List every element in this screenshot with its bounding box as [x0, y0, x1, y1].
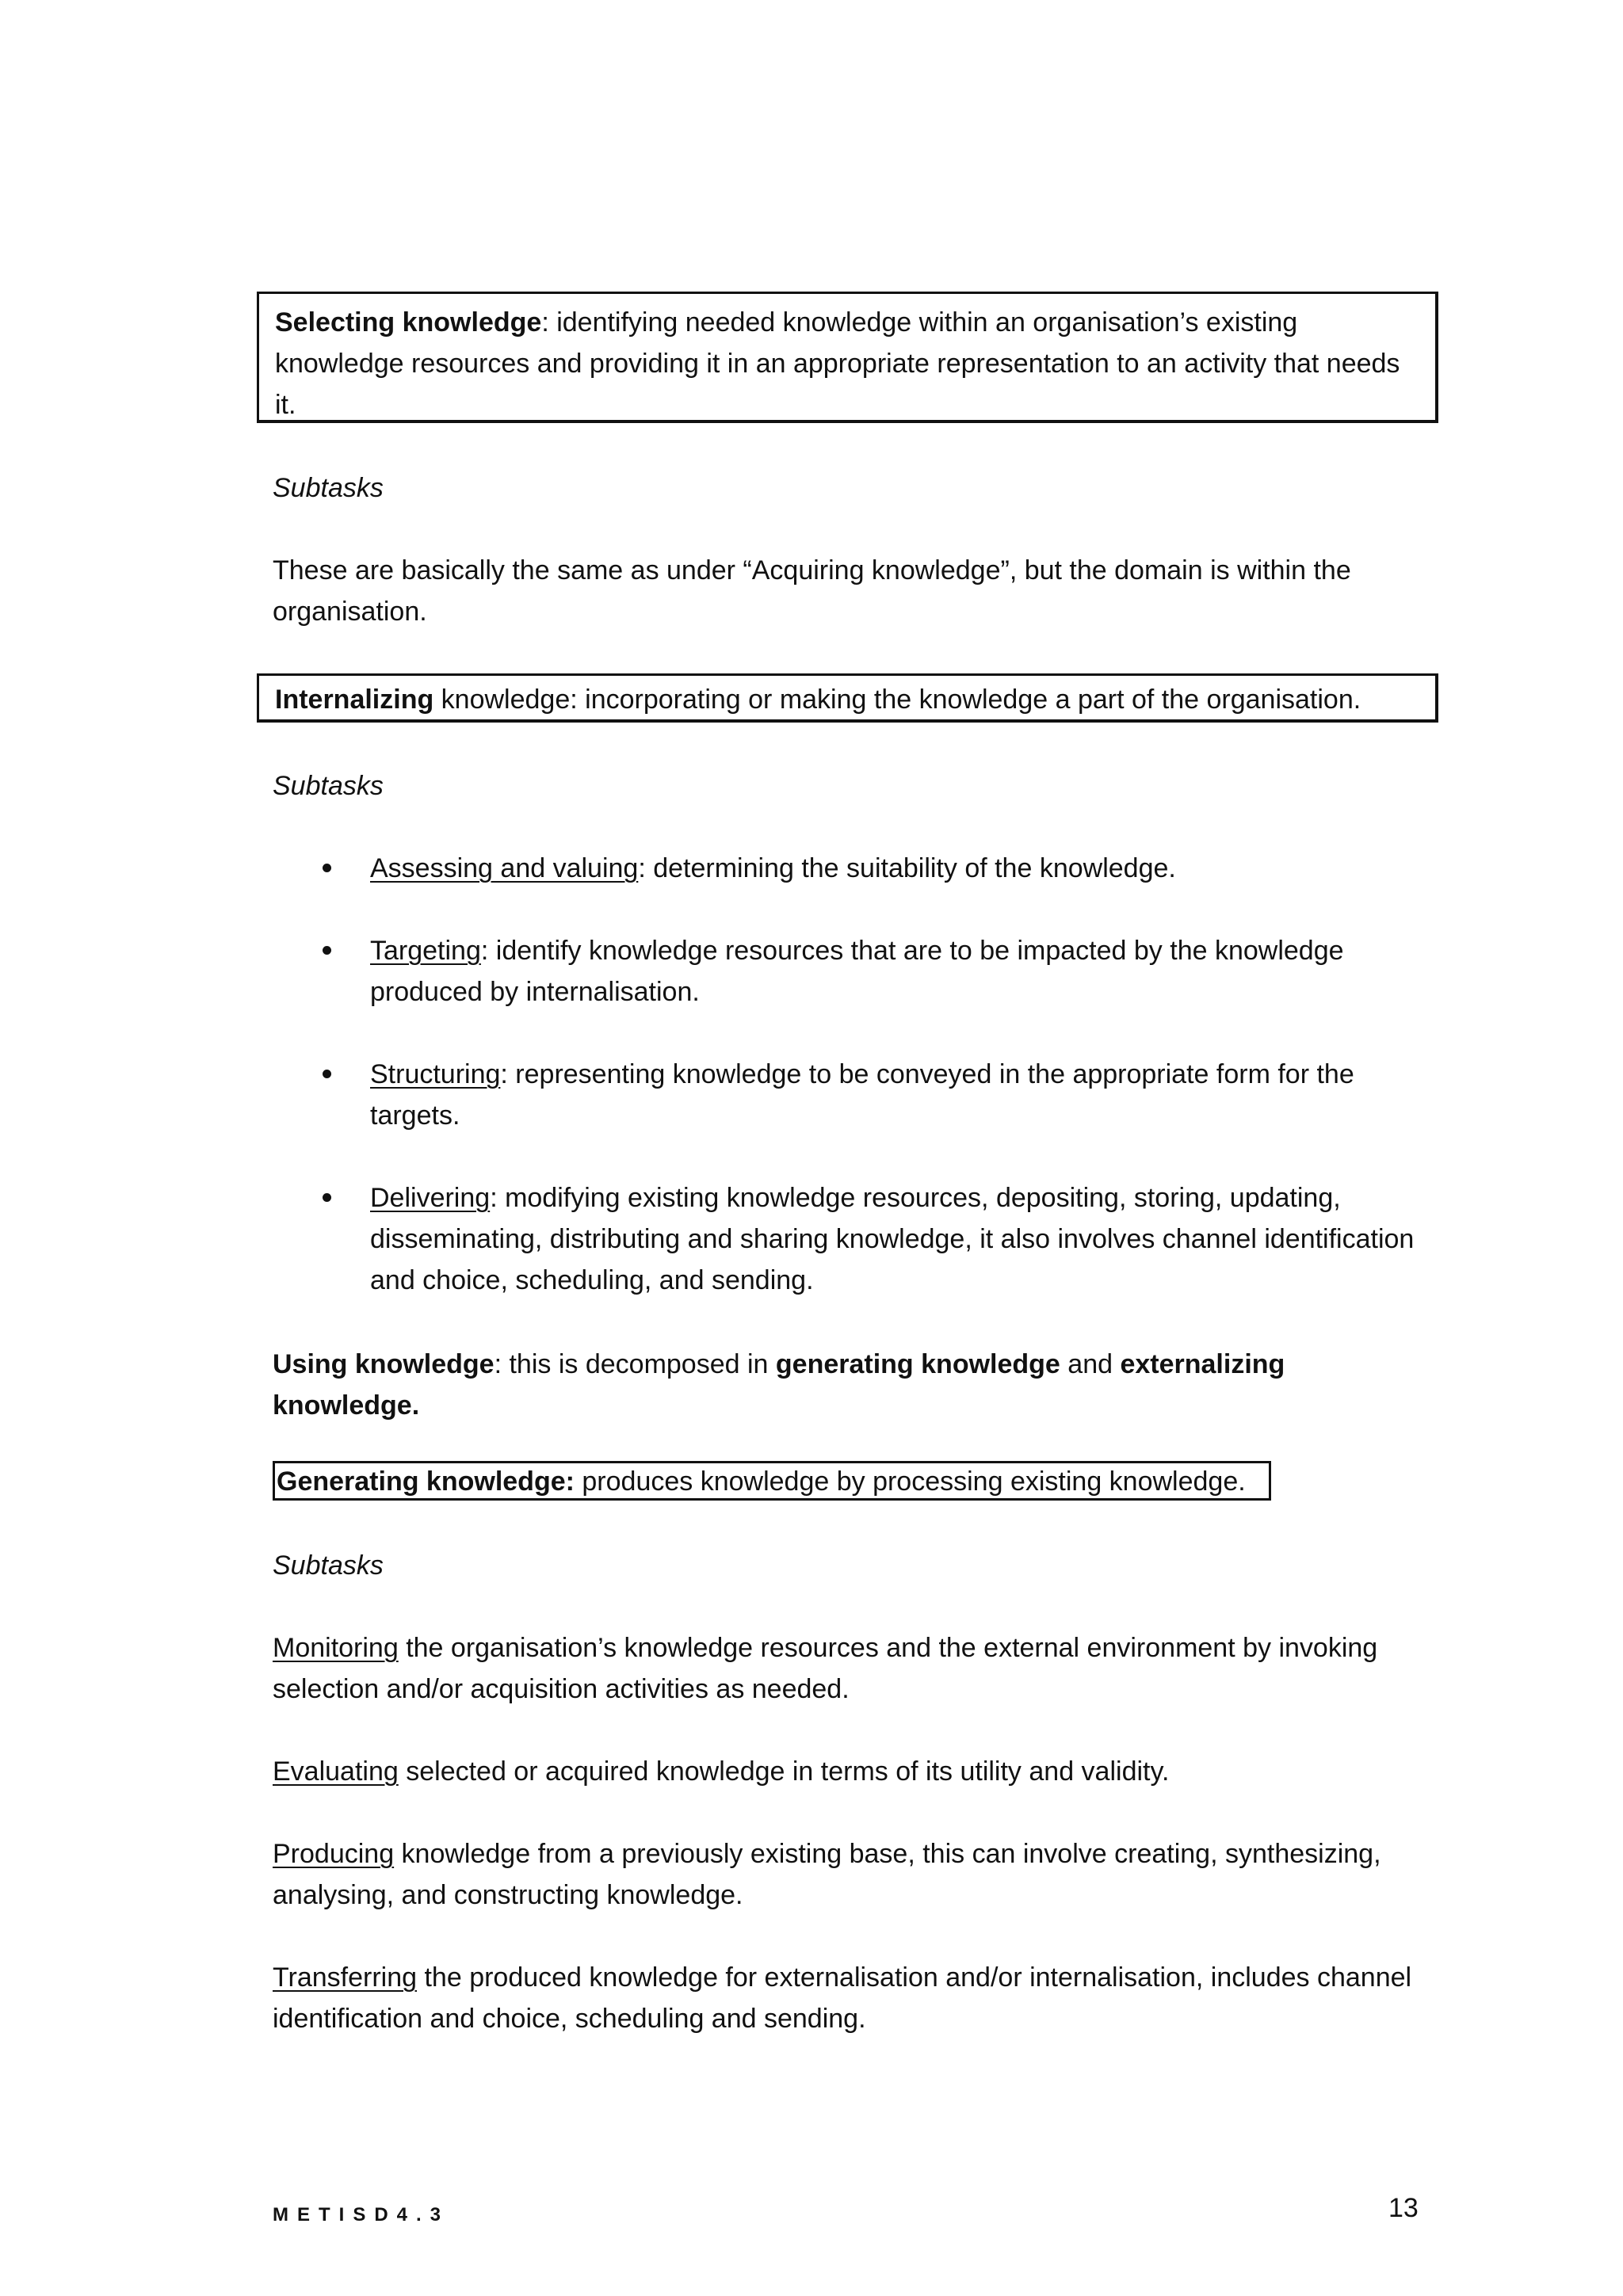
- internalizing-definition: [275, 679, 1419, 720]
- list-item: [370, 930, 1416, 1013]
- list-item: [370, 1177, 1416, 1301]
- subtask-term: Producing: [273, 1839, 395, 1869]
- generating-subtask-list: [273, 1627, 1422, 2039]
- definition-box-internalizing: [257, 673, 1438, 723]
- subtasks-heading-2: Subtasks: [273, 771, 384, 801]
- generating-text: produces knowledge by processing existing knowledge.: [574, 1466, 1246, 1497]
- using-text-2: and: [1060, 1349, 1121, 1379]
- subtasks-heading-1: Subtasks: [273, 473, 384, 503]
- subtasks-heading-3: Subtasks: [273, 1550, 384, 1581]
- selecting-definition: [275, 302, 1419, 425]
- footer-document-id: METISD4.3: [273, 2204, 450, 2225]
- subtask-text: the organisation’s knowledge resources and the external environment by invoking selection and/or acquisition activities as needed.: [273, 1633, 1378, 1704]
- bullet-icon: [323, 864, 331, 872]
- subtask-term: Monitoring: [273, 1633, 399, 1663]
- subtask-term: Delivering: [370, 1183, 491, 1213]
- selecting-term: Selecting knowledge: [275, 307, 542, 338]
- subtask-text: : modifying existing knowledge resources, depositing, storing, updating, disseminating, distributing and sharing knowledge, it also involves channel identification and choice, scheduling, and sending.: [370, 1183, 1415, 1295]
- bullet-icon: [323, 1070, 331, 1078]
- list-item: [273, 1957, 1422, 2039]
- subtask-text: selected or acquired knowledge in terms of its utility and validity.: [398, 1756, 1170, 1787]
- definition-box-selecting: [257, 292, 1438, 423]
- subtask-term: Assessing and valuing: [370, 853, 639, 883]
- bullet-icon: [323, 1193, 331, 1202]
- internalizing-term: Internalizing: [275, 685, 434, 715]
- using-term: Using knowledge: [273, 1349, 495, 1379]
- subtask-text: knowledge from a previously existing base, this can involve creating, synthesizing, analysing, and constructing knowledge.: [273, 1839, 1381, 1910]
- definition-box-generating: [273, 1461, 1271, 1501]
- list-item: [370, 848, 1416, 889]
- subtask-text: : determining the suitability of the knowledge.: [638, 853, 1176, 883]
- selecting-text: : identifying needed knowledge within an organisation’s existing knowledge resources and providing it in an appropriate representation to an activity that needs it.: [275, 307, 1400, 420]
- generating-definition: [277, 1463, 1269, 1500]
- using-bold-1: generating knowledge: [775, 1349, 1060, 1379]
- using-text-1: : this is decomposed in: [494, 1349, 776, 1379]
- page-number: 13: [1388, 2193, 1419, 2223]
- list-item: [370, 1054, 1416, 1136]
- subtask-text: the produced knowledge for externalisation and/or internalisation, includes channel identification and choice, scheduling and sending.: [273, 1962, 1412, 2034]
- internalizing-subtask-list: [370, 848, 1416, 1301]
- subtask-term: Structuring: [370, 1059, 501, 1089]
- subtask-term: Evaluating: [273, 1756, 399, 1787]
- list-item: [273, 1833, 1422, 1916]
- subtask-text: : representing knowledge to be conveyed in the appropriate form for the targets.: [370, 1059, 1354, 1131]
- internalizing-text: knowledge: incorporating or making the knowledge a part of the organisation.: [433, 685, 1361, 715]
- list-item: [273, 1751, 1422, 1792]
- selecting-subtasks-text: These are basically the same as under “Acquiring knowledge”, but the domain is within the organisation.: [273, 555, 1351, 627]
- subtask-term: Targeting: [370, 936, 481, 966]
- using-bold-2: externalizing knowledge.: [273, 1349, 1285, 1421]
- subtask-term: Transferring: [273, 1962, 418, 1993]
- using-knowledge-paragraph: [273, 1344, 1366, 1426]
- subtask-text: : identify knowledge resources that are to be impacted by the knowledge produced by internalisation.: [370, 936, 1344, 1007]
- list-item: [273, 1627, 1422, 1710]
- bullet-icon: [323, 946, 331, 955]
- generating-term: Generating knowledge:: [277, 1466, 575, 1497]
